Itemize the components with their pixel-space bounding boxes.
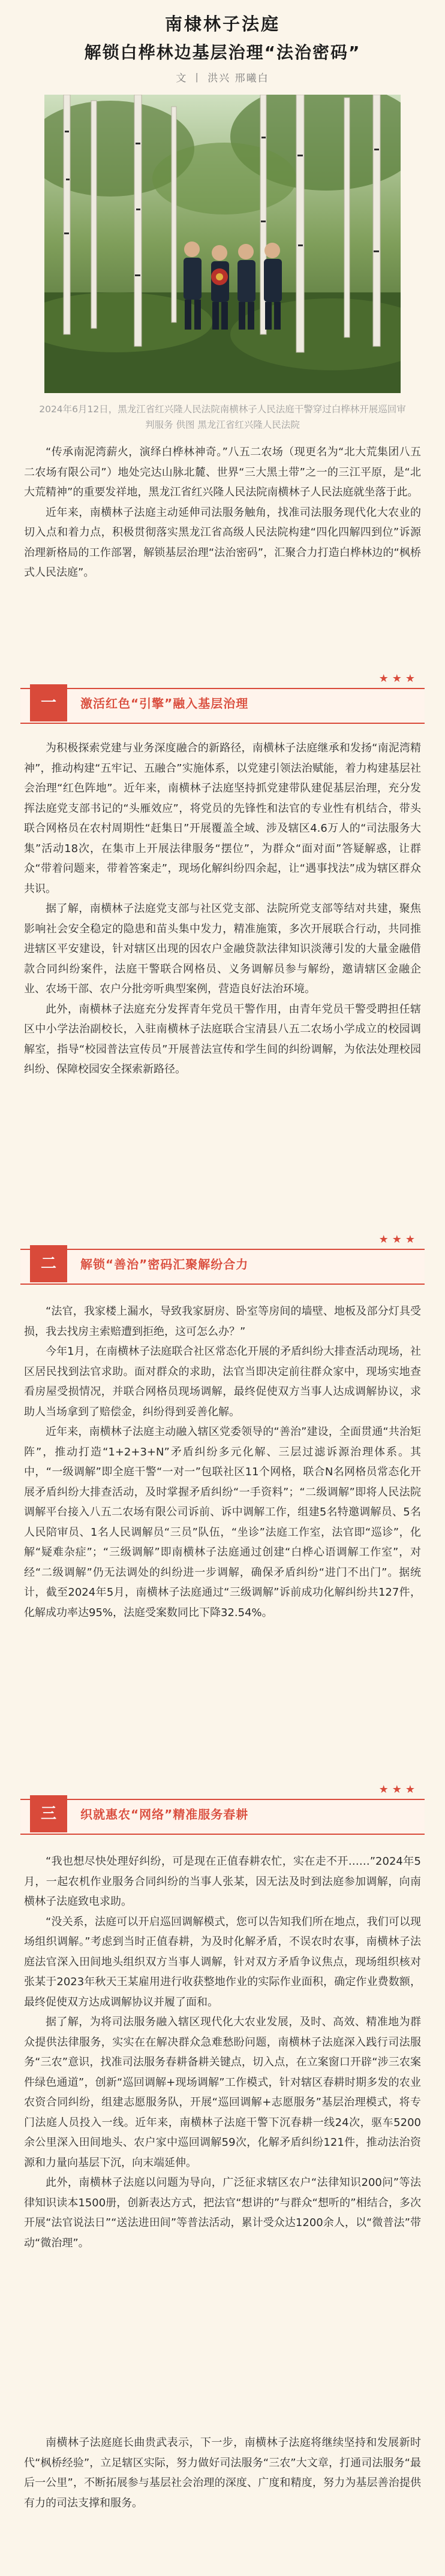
section-number: 一 <box>30 684 67 721</box>
section-paragraph: 近年来，南横林子法庭主动融入辖区党委领导的“善治”建设，全面贯通“共治矩阵”，推动打造“1+2+3+N”矛盾纠纷多元化解、三层过滤诉源治理体系。其中，“一级调解”即全庭干警“一对一”包联社区11个网格，联合N名网格员常态化开展矛盾纠纷大排查活动，及时掌握矛盾纠纷“一手资料”；“二级调解”即将人民法院调解平台接入八五二农场有限公司诉前、诉中调解工作，组建5名特邀调解员、5名人民陪审员、1名人民调解员“三员”队伍，“坐诊”法庭工作室，法官即“巡诊”，化解“疑难杂症”；“三级调解”即南横林子法庭通过创建“白桦心语调解工作室”，对经“二级调解”仍无法调处的纠纷进一步调解，确保矛盾纠纷“进门不出门”。据统计，截至2024年5月，南横林子法庭通过“三级调解”诉前成功化解纠纷共127件，化解成功率达95%，法庭受案数同比下降32.54%。 <box>24 1426 421 1619</box>
intro-paragraph: 近年来，南横林子法庭主动延伸司法服务触角，找准司法服务现代化大农业的切入点和着力点，积极贯彻落实黑龙江省高级人民法院构建“四化四解四到位”诉源治理新格局的工作部署，解锁基层治理“法治密码”，汇聚合力打造白桦林边的“枫桥式人民法庭”。 <box>24 506 421 579</box>
birch-forest-image <box>44 95 401 393</box>
article-header <box>0 0 445 90</box>
article-title-line2: 解锁白桦林边基层治理“法治密码” <box>84 43 361 62</box>
section-paragraph: 此外，南横林子法庭以问题为导向，广泛征求辖区农户“法律知识200问”等法律知识读本1500册，创新表达方式，把法官“想讲的”与群众“想听的”相结合，多次开展“法官说法日”“送法进田间”等普法活动，累计受众达1200余人，以“微普法”带动“微治理”。 <box>24 2176 421 2249</box>
section-stars: ★★★ <box>378 672 419 685</box>
section-paragraph: 此外，南横林子法庭充分发挥青年党员干警作用，由青年党员干警受聘担任辖区中小学法治副校长，入驻南横林子法庭联合宝清县八五二农场小学成立的校园调解室，指导“校园普法宣传员”开展普法宣传和学生间的纠纷调解，为依法处理校园纠纷、保障校园安全探索新路径。 <box>24 1002 421 1076</box>
article-title-line1: 南棣林子法庭 <box>164 14 280 34</box>
section-paragraph: “没关系，法庭可以开启巡回调解模式，您可以告知我们所在地点，我们可以现场组织调解。”考虑到当时正值春耕，为及时化解矛盾，不误农时农事，南横林子法庭法官深入田间地头组织双方当事人调解，针对双方矛盾争议焦点，现场组织核对张某于2023年秋天王某雇用进行收获整地作业的实际作业面积，确定作业费数额，最终促使双方达成调解协议并履了面和。 <box>24 1915 421 2009</box>
section-paragraph: “法官，我家楼上漏水，导致我家厨房、卧室等房间的墙壁、地板及部分灯具受损，我去找房主索赔遭到拒绝，这可怎么办？” <box>24 1305 421 1338</box>
forest-photo <box>44 95 401 393</box>
section-title: 激活红色“引擎”融入基层治理 <box>80 696 249 711</box>
section-title: 织就惠农“网络”精准服务春耕 <box>80 1807 249 1822</box>
section-header-3 <box>20 1783 425 1836</box>
section-1-text <box>24 738 421 1080</box>
section-header-2 <box>20 1233 425 1286</box>
section-stars: ★★★ <box>378 1783 419 1796</box>
section-number: 三 <box>30 1795 67 1832</box>
intro-paragraph: “传承南泥湾薪火，演绎白桦林神奇。”八五二农场（现更名为“北大荒集团八五二农场有限公司”）地处完达山脉北麓、世界“三大黑土带”之一的三江平原，是“北大荒精神”的重要发祥地，黑龙江省红兴隆人民法院南横林子人民法庭就坐落于此。 <box>24 446 421 499</box>
closing-text <box>24 2433 421 2513</box>
section-stars: ★★★ <box>378 1233 419 1246</box>
section-paragraph: “我也想尽快处理好纠纷，可是现在正值春耕农忙，实在走不开……”2024年5月，一起农机作业服务合同纠纷的当事人张某，因无法及时到法庭参加调解，向南横林子法庭致电求助。 <box>24 1855 421 1908</box>
section-number: 二 <box>30 1245 67 1282</box>
photo-caption: 2024年6月12日，黑龙江省红兴隆人民法院南横林子人民法庭干警穿过白桦林开展巡回审判服务 供图 黑龙江省红兴隆人民法院 <box>39 404 406 430</box>
article-byline: 文 丨 洪兴 邢曦白 <box>176 73 269 84</box>
section-paragraph: 为积极探索党建与业务深度融合的新路径，南横林子法庭继承和发扬“南泥湾精神”，推动构建“五牢记、五融合”实施体系，以党建引领法治赋能，着力构建基层社会治理“红色阵地”。近年来，南横林子法庭坚持抓党建带队建促基层治理，充分发挥法庭党支部书记的“头雁效应”，将党员的先锋性和法官的专业性有机结合，带头联合网格员在农村周期性“赶集日”开展覆盖全域、涉及辖区4.6万人的“司法服务大集”活动18次，在集市上开展法律服务“摆位”，为群众“面对面”答疑解惑，让群众“带着问题来，带着答案走”，现场化解纠纷四余起，让“遇事找法”成为辖区群众共识。 <box>24 742 421 895</box>
section-2-text <box>24 1301 421 1623</box>
intro-text <box>24 442 421 583</box>
closing-paragraph: 南横林子法庭庭长曲贵武表示，下一步，南横林子法庭将继续坚持和发展新时代“枫桥经验”，立足辖区实际，努力做好司法服务“三农”大文章，打通司法服务“最后一公里”，不断拓展参与基层社会治理的深度、广度和精度，努力为基层善治提供有力的司法支撑和服务。 <box>24 2436 421 2509</box>
section-3-text <box>24 1852 421 2253</box>
section-title: 解锁“善治”密码汇聚解纷合力 <box>80 1257 249 1272</box>
section-header-1 <box>20 672 425 725</box>
section-paragraph: 据了解，南横林子法庭党支部与社区党支部、法院所党支部等结对共建，聚焦影响社会安全稳定的隐患和苗头集中发力，精准施策，多次开展联合行动，共同推进辖区平安建设，针对辖区出现的因农户金融贷款法律知识淡薄引发的大量金融借款合同纠纷案件，法庭干警联合网格员、义务调解员参与解纷，邀请辖区金融企业、农场干部、农户分批旁听典型案例，营造良好法治环境。 <box>24 902 421 995</box>
section-paragraph: 今年1月，在南横林子法庭联合社区常态化开展的矛盾纠纷大排查活动现场，社区居民找到法官求助。面对群众的求助，法官当即决定前往群众家中，现场实地查看房屋受损情况，并联合网格员现场调解，最终促使双方当事人达成调解协议，求助人当场拿到了赔偿金，纠纷得到妥善化解。 <box>24 1345 421 1418</box>
section-paragraph: 据了解，为将司法服务融入辖区现代化大农业发展，及时、高效、精准地为群众提供法律服务，实实在在解决群众急难愁盼问题，南横林子法庭深入践行司法服务“三农”意识，找准司法服务春耕备耕关键点，切入点，在立案窗口开辟“涉三农案件绿色通道”，创新“巡回调解+现场调解”工作模式，针对辖区春耕时期多发的农业农资合同纠纷，组建志愿服务队，开展“巡回调解+志愿服务”基层治理模式，将专门法庭人员投入一线。近年来，南横林子法庭干警下沉春耕一线24次，驱车5200余公里深入田间地头、农户家中巡回调解59次，化解矛盾纠纷121件，推动法治资源和力量向基层下沉，向末端延伸。 <box>24 2016 421 2169</box>
